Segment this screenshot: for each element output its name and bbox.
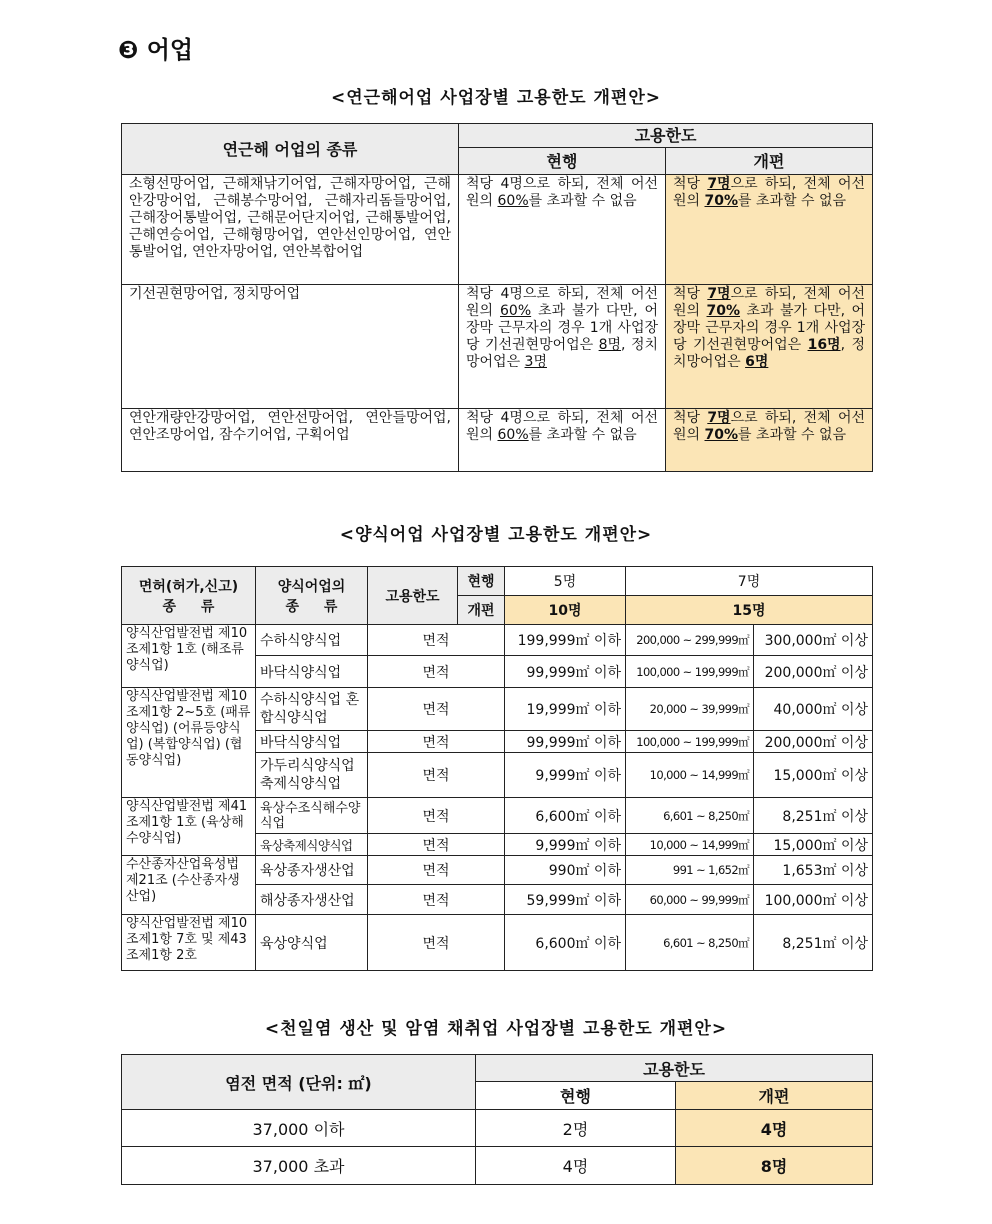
header-employment-limit: 고용한도 [368, 567, 458, 625]
range-a-cell: 990㎡ 이하 [505, 856, 626, 885]
range-b-cell: 60,000 ~ 99,999㎡ [626, 885, 754, 915]
range-c-cell: 8,251㎡ 이상 [754, 798, 873, 834]
license-law-cell: 양식산업발전법 제10조제1항 2~5호 (패류양식업) (어류등양식업) (복합양식업) (협동양식업) [122, 688, 256, 798]
revised-limit-cell: 척당 7명으로 하되, 전체 어선원의 70%를 초과할 수 없음 [666, 409, 873, 472]
license-law-cell: 양식산업발전법 제10조제1항 1호 (해조류양식업) [122, 625, 256, 688]
range-a-cell: 9,999㎡ 이하 [505, 753, 626, 798]
aquaculture-table [121, 566, 873, 971]
aquaculture-type-cell: 육상양식업 [256, 915, 368, 971]
area-label: 면적 [368, 915, 505, 971]
revised-limit-cell: 척당 7명으로 하되, 전체 어선원의 70%를 초과할 수 없음 [666, 175, 873, 285]
header-aquaculture-kind: 양식어업의 종 류 [256, 567, 368, 625]
aquaculture-type-cell: 육상축제식양식업 [256, 834, 368, 856]
table3-title: <천일염 생산 및 암염 채취업 사업장별 고용한도 개편안> [264, 1019, 728, 1039]
range-b-cell: 10,000 ~ 14,999㎡ [626, 753, 754, 798]
aquaculture-type-cell: 수하식양식업 [256, 625, 368, 656]
revised-limit-cell: 8명 [676, 1147, 873, 1185]
current-limit-cell: 척당 4명으로 하되, 전체 어선원의 60% 초과 불가 다만, 어장막 근무자의 경우 1개 사업장당 기선권현망어업은 8명, 정치망어업은 3명 [459, 285, 666, 409]
fishery-kind-cell: 소형선망어업, 근해채낚기어업, 근해자망어업, 근해안강망어업, 근해봉수망어업, 근해자리돔들망어업, 근해장어통발어업, 근해문어단지어업, 근해통발어업, 근해연승어업, 근해형망어업, 연안선인망어업, 연안통발어업, 연안자망어업, 연안복합어업 [122, 175, 459, 285]
range-a-cell: 6,600㎡ 이하 [505, 798, 626, 834]
area-label: 면적 [368, 856, 505, 885]
license-law-cell: 양식산업발전법 제10조제1항 7호 및 제43조제1항 2호 [122, 915, 256, 971]
current-limit-cell: 척당 4명으로 하되, 전체 어선원의 60%를 초과할 수 없음 [459, 409, 666, 472]
table-row [122, 688, 873, 731]
current-count-b: 7명 [626, 567, 873, 596]
table-row [122, 175, 873, 285]
range-c-cell: 8,251㎡ 이상 [754, 915, 873, 971]
header-revised: 개편 [666, 148, 873, 175]
header-current: 현행 [476, 1082, 676, 1110]
salt-area-cell: 37,000 이하 [122, 1110, 476, 1147]
aquaculture-type-cell: 육상종자생산업 [256, 856, 368, 885]
current-count-a: 5명 [505, 567, 626, 596]
header-current: 현행 [459, 148, 666, 175]
table-row [122, 915, 873, 971]
range-b-cell: 200,000 ~ 299,999㎡ [626, 625, 754, 656]
area-label: 면적 [368, 656, 505, 688]
range-c-cell: 300,000㎡ 이상 [754, 625, 873, 656]
table-row [122, 1147, 873, 1185]
range-a-cell: 99,999㎡ 이하 [505, 731, 626, 753]
range-c-cell: 200,000㎡ 이상 [754, 731, 873, 753]
range-a-cell: 99,999㎡ 이하 [505, 656, 626, 688]
area-label: 면적 [368, 885, 505, 915]
table2-title: <양식어업 사업장별 고용한도 개편안> [339, 525, 653, 545]
range-a-cell: 199,999㎡ 이하 [505, 625, 626, 656]
section-title: 어업 [146, 36, 194, 64]
header-fishery-kind: 연근해 어업의 종류 [122, 124, 459, 175]
range-b-cell: 991 ~ 1,652㎡ [626, 856, 754, 885]
range-c-cell: 15,000㎡ 이상 [754, 753, 873, 798]
coastal-fishery-table [121, 123, 873, 472]
table-row [122, 409, 873, 472]
header-employment-limit: 고용한도 [476, 1055, 873, 1082]
aquaculture-type-cell: 가두리식양식업 축제식양식업 [256, 753, 368, 798]
current-limit-cell: 4명 [476, 1147, 676, 1185]
fishery-kind-cell: 연안개량안강망어업, 연안선망어업, 연안들망어업, 연안조망어업, 잠수기어업, 구획어업 [122, 409, 459, 472]
header-revised: 개편 [676, 1082, 873, 1110]
salt-table [121, 1054, 873, 1185]
area-label: 면적 [368, 688, 505, 731]
range-b-cell: 6,601 ~ 8,250㎡ [626, 798, 754, 834]
area-label: 면적 [368, 625, 505, 656]
header-revised: 개편 [458, 596, 505, 625]
aquaculture-type-cell: 수하식양식업 혼합식양식업 [256, 688, 368, 731]
table1-title: <연근해어업 사업장별 고용한도 개편안> [331, 88, 661, 108]
fishery-kind-cell: 기선권현망어업, 정치망어업 [122, 285, 459, 409]
revised-limit-cell: 척당 7명으로 하되, 전체 어선원의 70% 초과 불가 다만, 어장막 근무자의 경우 1개 사업장당 기선권현망어업은 16명, 정치망어업은 6명 [666, 285, 873, 409]
revised-count-b: 15명 [626, 596, 873, 625]
table-row [122, 285, 873, 409]
header-license-kind: 면허(허가,신고) 종 류 [122, 567, 256, 625]
revised-limit-cell: 4명 [676, 1110, 873, 1147]
range-c-cell: 200,000㎡ 이상 [754, 656, 873, 688]
license-law-cell: 양식산업발전법 제41조제1항 1호 (육상해수양식업) [122, 798, 256, 856]
range-a-cell: 59,999㎡ 이하 [505, 885, 626, 915]
area-label: 면적 [368, 798, 505, 834]
range-c-cell: 1,653㎡ 이상 [754, 856, 873, 885]
license-law-cell: 수산종자산업육성법 제21조 (수산종자생산업) [122, 856, 256, 915]
range-b-cell: 6,601 ~ 8,250㎡ [626, 915, 754, 971]
table-row [122, 625, 873, 656]
aquaculture-type-cell: 바닥식양식업 [256, 656, 368, 688]
table-row [122, 798, 873, 834]
header-salt-area: 염전 면적 (단위: ㎡) [122, 1055, 476, 1110]
header-employment-limit: 고용한도 [459, 124, 873, 148]
revised-count-a: 10명 [505, 596, 626, 625]
range-b-cell: 20,000 ~ 39,999㎡ [626, 688, 754, 731]
range-c-cell: 100,000㎡ 이상 [754, 885, 873, 915]
current-limit-cell: 척당 4명으로 하되, 전체 어선원의 60%를 초과할 수 없음 [459, 175, 666, 285]
area-label: 면적 [368, 834, 505, 856]
range-b-cell: 100,000 ~ 199,999㎡ [626, 731, 754, 753]
area-label: 면적 [368, 753, 505, 798]
range-a-cell: 9,999㎡ 이하 [505, 834, 626, 856]
range-c-cell: 15,000㎡ 이상 [754, 834, 873, 856]
aquaculture-type-cell: 바닥식양식업 [256, 731, 368, 753]
range-a-cell: 6,600㎡ 이하 [505, 915, 626, 971]
range-b-cell: 100,000 ~ 199,999㎡ [626, 656, 754, 688]
salt-area-cell: 37,000 초과 [122, 1147, 476, 1185]
current-limit-cell: 2명 [476, 1110, 676, 1147]
range-c-cell: 40,000㎡ 이상 [754, 688, 873, 731]
aquaculture-type-cell: 육상수조식해수양식업 [256, 798, 368, 834]
range-b-cell: 10,000 ~ 14,999㎡ [626, 834, 754, 856]
area-label: 면적 [368, 731, 505, 753]
section-heading [118, 30, 193, 65]
table-row [122, 856, 873, 885]
section-number: ❸ [118, 36, 139, 64]
range-a-cell: 19,999㎡ 이하 [505, 688, 626, 731]
table-row [122, 1110, 873, 1147]
header-current: 현행 [458, 567, 505, 596]
aquaculture-type-cell: 해상종자생산업 [256, 885, 368, 915]
